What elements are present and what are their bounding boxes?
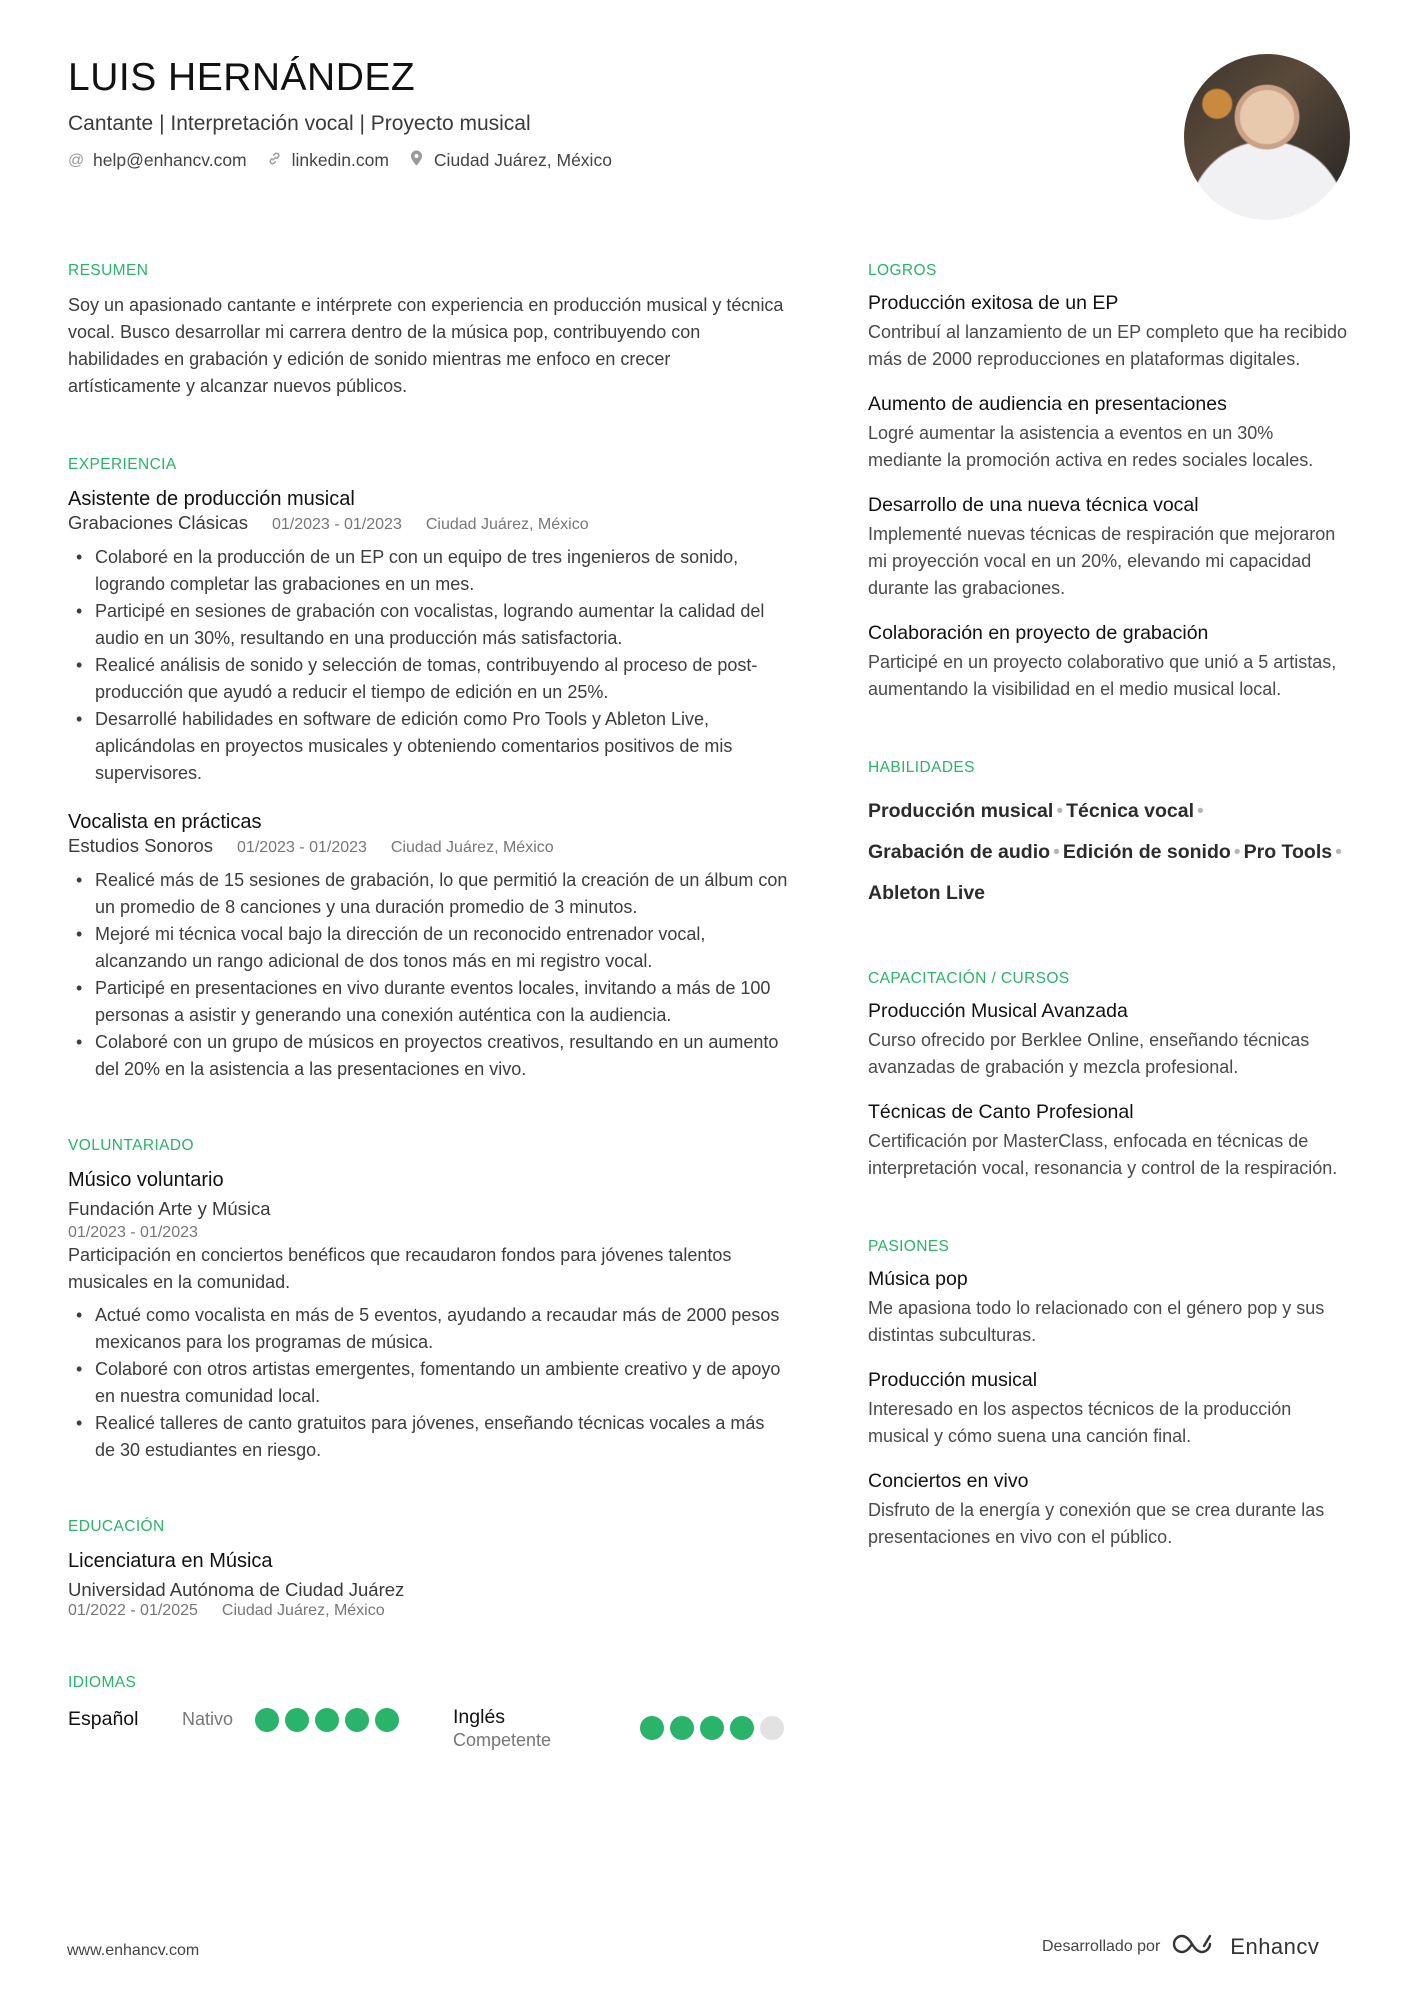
rating-dot-filled bbox=[345, 1708, 369, 1732]
skills-section bbox=[868, 759, 1348, 914]
bullet-item: • Colaboré en la producción de un EP con un equipo de tres ingenieros de sonido, logrando completar las grabaciones en un mes. bbox=[68, 544, 788, 598]
passion-item bbox=[868, 1470, 1348, 1551]
achievement-title: Colaboración en proyecto de grabación bbox=[868, 622, 1209, 644]
rating-dot-filled bbox=[285, 1708, 309, 1732]
volunteer-description: Participación en conciertos benéficos que recaudaron fondos para jóvenes talentos musicales en la comunidad. bbox=[68, 1245, 732, 1292]
separator-dot: • bbox=[1056, 800, 1064, 822]
volunteer-org: Fundación Arte y Música bbox=[68, 1198, 271, 1219]
contact-email[interactable] bbox=[68, 150, 247, 171]
bullet-item: • Participé en presentaciones en vivo durante eventos locales, invitando a más de 100 personas a asistir y generando una conexión auténtica con la audiencia. bbox=[68, 975, 788, 1029]
bullet-item: • Desarrollé habilidades en software de edición como Pro Tools y Ableton Live, aplicándolas en proyectos musicales y obteniendo comentarios positivos de mis supervisores. bbox=[68, 706, 788, 787]
passion-item bbox=[868, 1369, 1348, 1450]
achievement-item bbox=[868, 494, 1348, 602]
training-text: Certificación por MasterClass, enfocada en técnicas de interpretación vocal, resonancia y control de la respiración. bbox=[868, 1131, 1338, 1178]
passion-title: Producción musical bbox=[868, 1369, 1038, 1391]
training-item bbox=[868, 1000, 1348, 1081]
school-name: Universidad Autónoma de Ciudad Juárez bbox=[68, 1579, 405, 1600]
achievement-text: Implementé nuevas técnicas de respiración que mejoraron mi proyección vocal en un 20%, elevando mi capacidad durante las grabaciones. bbox=[868, 524, 1336, 598]
skill-tag: Pro Tools bbox=[1243, 841, 1333, 863]
achievement-item bbox=[868, 393, 1348, 474]
section-title: EXPERIENCIA bbox=[68, 456, 177, 473]
bullet-item: • Realicé análisis de sonido y selección de tomas, contribuyendo al proceso de post-producción que ayudó a reducir el tiempo de edición en un 25%. bbox=[68, 652, 788, 706]
section-title: LOGROS bbox=[868, 262, 937, 279]
section-title: EDUCACIÓN bbox=[68, 1518, 165, 1535]
training-item bbox=[868, 1101, 1348, 1182]
job-meta bbox=[68, 512, 788, 534]
skills-list bbox=[868, 791, 1348, 914]
linkedin-text: linkedin.com bbox=[291, 150, 389, 170]
achievement-title: Producción exitosa de un EP bbox=[868, 292, 1119, 314]
footer-branding[interactable] bbox=[1042, 1932, 1319, 1961]
right-column bbox=[868, 262, 1348, 1551]
education-meta bbox=[68, 1602, 788, 1620]
bullet-item: • Realicé talleres de canto gratuitos para jóvenes, enseñando técnicas vocales a más de 30 estudiantes en riesgo. bbox=[68, 1410, 788, 1464]
contact-linkedin[interactable] bbox=[267, 150, 389, 171]
passion-text: Disfruto de la energía y conexión que se crea durante las presentaciones en vivo con el público. bbox=[868, 1500, 1325, 1547]
powered-by-text: Desarrollado por bbox=[1042, 1937, 1161, 1955]
resume-header bbox=[68, 56, 1168, 171]
rating-dot-filled bbox=[670, 1716, 694, 1740]
languages-row bbox=[68, 1708, 788, 1762]
contact-location bbox=[409, 150, 612, 171]
passion-text: Interesado en los aspectos técnicos de la producción musical y cómo suena una canción final. bbox=[868, 1399, 1292, 1446]
bullet-item: • Mejoré mi técnica vocal bajo la dirección de un reconocido entrenador vocal, alcanzando un rango adicional de dos tonos más en mi registro vocal. bbox=[68, 921, 788, 975]
section-title: IDIOMAS bbox=[68, 1674, 137, 1691]
experience-section bbox=[68, 456, 788, 1083]
separator-dot: • bbox=[1335, 841, 1342, 863]
rating-dot-filled bbox=[730, 1716, 754, 1740]
at-icon: @ bbox=[68, 151, 85, 169]
bullet-item: • Colaboré con un grupo de músicos en proyectos creativos, resultando en un aumento del 20% en la asistencia a las presentaciones en vivo. bbox=[68, 1029, 788, 1083]
link-icon bbox=[267, 151, 283, 171]
education-section bbox=[68, 1518, 788, 1620]
profile-photo bbox=[1184, 54, 1350, 220]
separator-dot: • bbox=[1233, 841, 1241, 863]
skill-tag: Ableton Live bbox=[868, 882, 986, 904]
job-location: Ciudad Juárez, México bbox=[425, 516, 589, 533]
job-bullets bbox=[68, 544, 788, 787]
rating-dot-filled bbox=[315, 1708, 339, 1732]
volunteer-role: Músico voluntario bbox=[68, 1169, 224, 1191]
location-text: Ciudad Juárez, México bbox=[433, 150, 612, 170]
experience-item bbox=[68, 811, 788, 1083]
rating-dot-filled bbox=[255, 1708, 279, 1732]
section-title: PASIONES bbox=[868, 1238, 950, 1255]
language-level: Nativo bbox=[182, 1709, 234, 1729]
job-title: Vocalista en prácticas bbox=[68, 811, 262, 833]
candidate-subtitle: Cantante | Interpretación vocal | Proyecto musical bbox=[68, 112, 531, 135]
volunteer-bullets bbox=[68, 1302, 788, 1464]
training-text: Curso ofrecido por Berklee Online, enseñando técnicas avanzadas de grabación y mezcla profesional. bbox=[868, 1030, 1310, 1077]
left-column bbox=[68, 262, 788, 1762]
email-text: help@enhancv.com bbox=[93, 150, 247, 170]
skill-tag: Grabación de audio bbox=[868, 841, 1051, 863]
enhancv-logo-icon bbox=[1172, 1932, 1218, 1961]
achievements-section bbox=[868, 262, 1348, 703]
company-name: Grabaciones Clásicas bbox=[68, 512, 248, 533]
volunteer-section bbox=[68, 1137, 788, 1464]
job-title: Asistente de producción musical bbox=[68, 488, 355, 510]
language-rating bbox=[640, 1716, 784, 1740]
achievement-title: Desarrollo de una nueva técnica vocal bbox=[868, 494, 1199, 516]
passion-item bbox=[868, 1268, 1348, 1349]
training-title: Producción Musical Avanzada bbox=[868, 1000, 1128, 1022]
section-title: VOLUNTARIADO bbox=[68, 1137, 194, 1154]
bullet-item: • Realicé más de 15 sesiones de grabación, lo que permitió la creación de un álbum con un promedio de 8 canciones y una duración promedio de 3 minutos. bbox=[68, 867, 788, 921]
language-name: Español bbox=[68, 1708, 139, 1730]
degree-title: Licenciatura en Música bbox=[68, 1550, 273, 1572]
training-section bbox=[868, 970, 1348, 1182]
contact-row bbox=[68, 150, 1168, 171]
achievement-text: Contribuí al lanzamiento de un EP completo que ha recibido más de 2000 reproducciones en plataformas digitales. bbox=[868, 322, 1347, 369]
skill-tag: Edición de sonido bbox=[1062, 841, 1231, 863]
rating-dot-filled bbox=[700, 1716, 724, 1740]
separator-dot: • bbox=[1197, 800, 1204, 822]
language-rating bbox=[255, 1708, 399, 1732]
rating-dot-empty bbox=[760, 1716, 784, 1740]
language-level: Competente bbox=[453, 1730, 552, 1750]
languages-section bbox=[68, 1674, 788, 1762]
achievement-item bbox=[868, 292, 1348, 373]
volunteer-dates: 01/2023 - 01/2023 bbox=[68, 1224, 198, 1241]
job-meta bbox=[68, 835, 788, 857]
brand-name: Enhancv bbox=[1230, 1933, 1320, 1959]
job-location: Ciudad Juárez, México bbox=[390, 839, 554, 856]
bullet-item: • Participé en sesiones de grabación con vocalistas, logrando aumentar la calidad del audio en un 30%, resultando en una producción más satisfactoria. bbox=[68, 598, 788, 652]
map-pin-icon bbox=[409, 150, 425, 171]
achievement-item bbox=[868, 622, 1348, 703]
education-location: Ciudad Juárez, México bbox=[221, 1602, 385, 1619]
passion-title: Música pop bbox=[868, 1268, 968, 1290]
experience-item bbox=[68, 488, 788, 787]
job-bullets bbox=[68, 867, 788, 1083]
achievement-text: Participé en un proyecto colaborativo que unió a 5 artistas, aumentando la visibilidad en el medio musical local. bbox=[868, 652, 1337, 699]
training-title: Técnicas de Canto Profesional bbox=[868, 1101, 1134, 1123]
rating-dot-filled bbox=[375, 1708, 399, 1732]
bullet-item: • Colaboré con otros artistas emergentes, fomentando un ambiente creativo y de apoyo en nuestra comunidad local. bbox=[68, 1356, 788, 1410]
passion-title: Conciertos en vivo bbox=[868, 1470, 1029, 1492]
education-dates: 01/2022 - 01/2025 bbox=[68, 1602, 198, 1619]
skill-tag: Producción musical bbox=[868, 800, 1054, 822]
achievement-text: Logré aumentar la asistencia a eventos en un 30% mediante la promoción activa en redes sociales locales. bbox=[868, 423, 1314, 470]
job-dates: 01/2023 - 01/2023 bbox=[237, 839, 367, 856]
bullet-item: • Actué como vocalista en más de 5 eventos, ayudando a recaudar más de 2000 pesos mexicanos para los programas de música. bbox=[68, 1302, 788, 1356]
skill-tag: Técnica vocal bbox=[1066, 800, 1195, 822]
section-title: RESUMEN bbox=[68, 262, 149, 279]
passion-text: Me apasiona todo lo relacionado con el género pop y sus distintas subculturas. bbox=[868, 1298, 1325, 1345]
job-dates: 01/2023 - 01/2023 bbox=[271, 516, 402, 533]
summary-section bbox=[68, 262, 788, 400]
company-name: Estudios Sonoros bbox=[68, 835, 214, 856]
section-title: HABILIDADES bbox=[868, 759, 975, 776]
summary-text: Soy un apasionado cantante e intérprete con experiencia en producción musical y técnica vocal. Busco desarrollar mi carrera dentro de la música pop, contribuyendo con habilidades en grabación y edición de sonido mientras me enfoco en crecer artísticamente y alcanzar nuevos públicos. bbox=[68, 295, 784, 396]
separator-dot: • bbox=[1053, 841, 1060, 863]
language-name: Inglés bbox=[453, 1706, 506, 1728]
rating-dot-filled bbox=[640, 1716, 664, 1740]
footer-website[interactable]: www.enhancv.com bbox=[67, 1942, 200, 1959]
candidate-name: LUIS HERNÁNDEZ bbox=[68, 56, 416, 99]
section-title: CAPACITACIÓN / CURSOS bbox=[868, 970, 1070, 987]
achievement-title: Aumento de audiencia en presentaciones bbox=[868, 393, 1227, 415]
passions-section bbox=[868, 1238, 1348, 1551]
